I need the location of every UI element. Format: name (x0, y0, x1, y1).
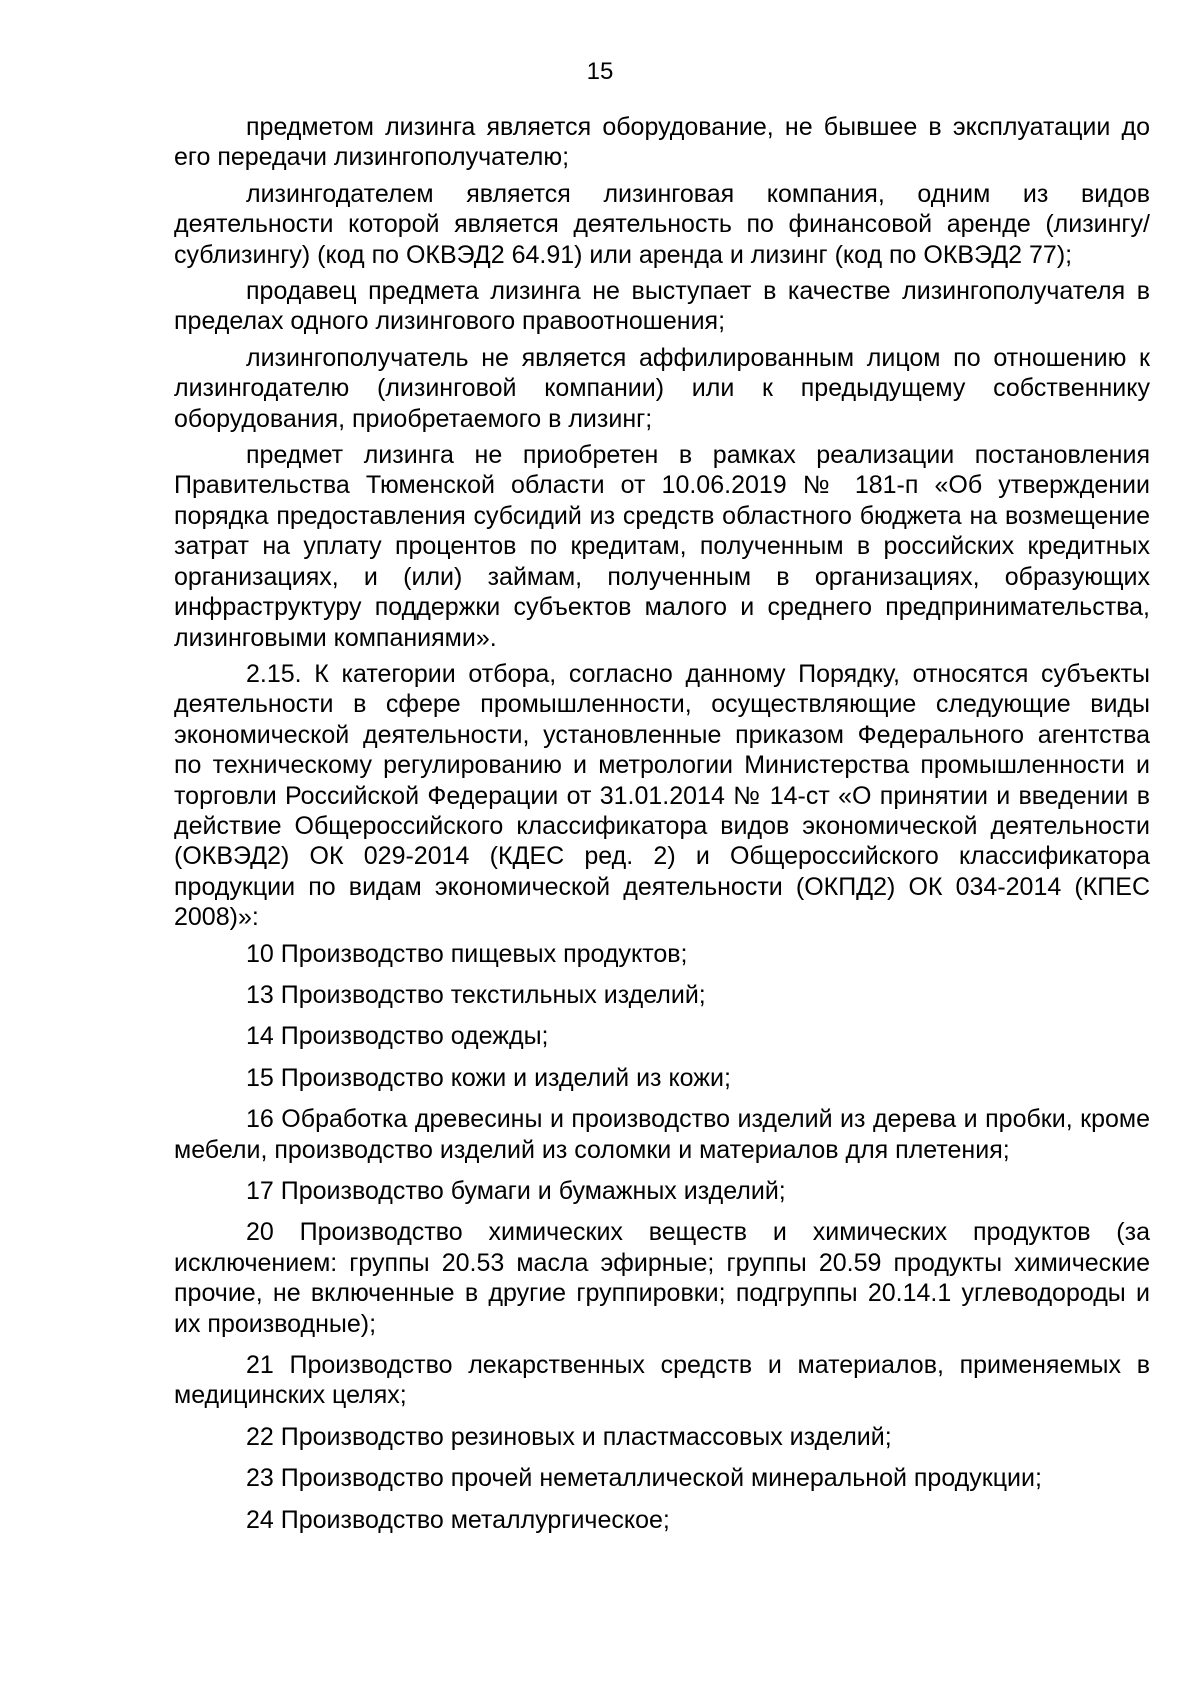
page-number: 15 (586, 58, 614, 85)
paragraph: продавец предмета лизинга не выступает в качестве лизингополучателя в пределах одного лизингового правоотношения; (174, 277, 1150, 336)
paragraph: лизингодателем является лизинговая компания, одним из видов деятельности которой является деятельность по финансовой аренде (лизингу/сублизингу) (код по ОКВЭД2 64.91) или аренда и лизинг (код по ОКВЭД2 77); (174, 179, 1150, 269)
paragraph: лизингополучатель не является аффилированным лицом по отношению к лизингодателю (лизинговой компании) или к предыдущему собственнику оборудования, приобретаемого в лизинг; (174, 343, 1150, 433)
document-body (174, 112, 1150, 1546)
list-item: 10 Производство пищевых продуктов; (246, 939, 688, 968)
list-item: 21 Производство лекарственных средств и материалов, применяемых в медицинских целях; (174, 1351, 1150, 1410)
list-item: 16 Обработка древесины и производство изделий из дерева и пробки, кроме мебели, производство изделий из соломки и материалов для плетения; (174, 1105, 1150, 1164)
paragraph: предметом лизинга является оборудование, не бывшее в эксплуатации до его передачи лизингополучателю; (174, 113, 1150, 172)
paragraph: предмет лизинга не приобретен в рамках реализации постановления Правительства Тюменской области от 10.06.2019 № 181-п «Об утверждении порядка предоставления субсидий из средств областного бюджета на возмещение затрат на уплату процентов по кредитам, полученным в российских кредитных организациях, и (или) займам, полученным в организациях, образующих инфраструктуру поддержки субъектов малого и среднего предпринимательства, лизинговыми компаниями». (174, 441, 1150, 652)
list-item: 20 Производство химических веществ и химических продуктов (за исключением: группы 20.53 масла эфирные; группы 20.59 продукты химические прочие, не включенные в другие группировки; подгруппы 20.14.1 углеводороды и их производные); (174, 1218, 1150, 1338)
paragraph-section-2-15: 2.15. К категории отбора, согласно данному Порядку, относятся субъекты деятельности в сфере промышленности, осуществляющие следующие виды экономической деятельности, установленные приказом Федерального агентства по техническому регулированию и метрологии Министерства промышленности и торговли Российской Федерации от 31.01.2014 № 14-ст «О принятии и введении в действие Общероссийского классификатора видов экономической деятельности (ОКВЭД2) ОК 029-2014 (КДЕС ред. 2) и Общероссийского классификатора продукции по видам экономической деятельности (ОКПД2) ОК 034-2014 (КПЕС 2008)»: (174, 659, 1150, 932)
list-item: 22 Производство резиновых и пластмассовых изделий; (246, 1422, 892, 1451)
list-item: 24 Производство металлургическое; (246, 1505, 670, 1534)
list-item: 14 Производство одежды; (246, 1022, 549, 1051)
list-item: 13 Производство текстильных изделий; (246, 980, 706, 1009)
list-item: 15 Производство кожи и изделий из кожи; (246, 1063, 731, 1092)
list-item: 23 Производство прочей неметаллической минеральной продукции; (246, 1464, 1042, 1493)
list-item: 17 Производство бумаги и бумажных изделий; (246, 1177, 786, 1205)
